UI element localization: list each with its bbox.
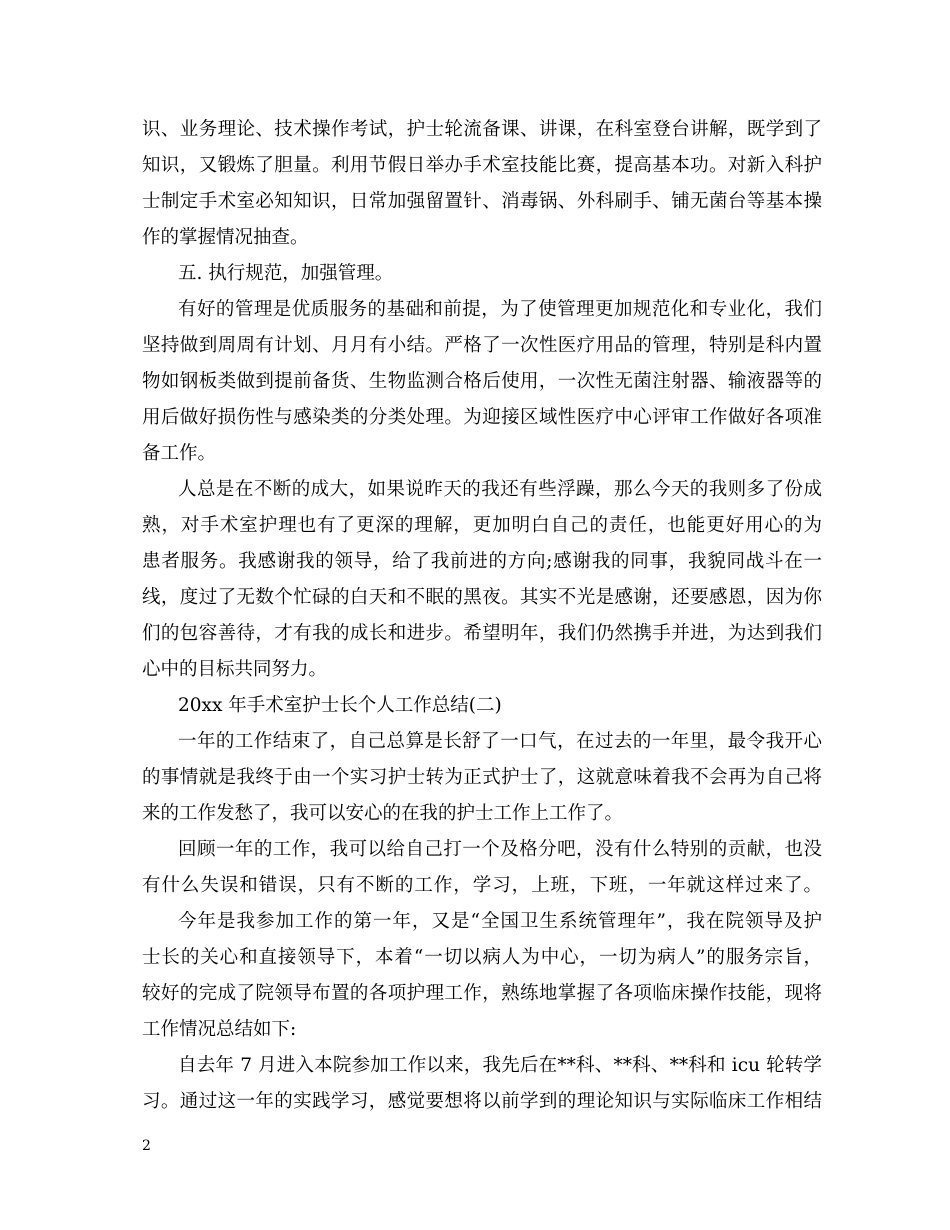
section-heading: 五. 执行规范，加强管理。	[178, 263, 394, 284]
document-subtitle: 20xx 年手术室护士长个人工作总结(二)	[178, 695, 502, 716]
text-line: 回顾一年的工作，我可以给自己打一个及格分吧，没有什么特别的贡献，也没	[178, 839, 822, 860]
text-line: 线，度过了无数个忙碌的白天和不眠的黑夜。其实不光是感谢，还要感恩，因为你	[142, 587, 822, 608]
text-line: 习。通过这一年的实践学习，感觉要想将以前学到的理论知识与实际临床工作相结	[142, 1091, 822, 1112]
text-line: 备工作。	[142, 443, 217, 464]
text-line: 人总是在不断的成大，如果说昨天的我还有些浮躁，那么今天的我则多了份成	[178, 479, 822, 500]
text-line: 自去年 7 月进入本院参加工作以来，我先后在**科、**科、**科和 icu 轮转学	[178, 1055, 822, 1076]
text-line: 工作情况总结如下:	[142, 1019, 297, 1040]
text-line: 士长的关心和直接领导下，本着“一切以病人为中心，一切为病人”的服务宗旨，	[142, 947, 822, 968]
text-line: 物如钢板类做到提前备货、生物监测合格后使用，一次性无菌注射器、输液器等的	[142, 371, 822, 392]
text-line: 患者服务。我感谢我的领导，给了我前进的方向;感谢我的同事，我貌同战斗在一	[142, 551, 822, 572]
text-line: 来的工作发愁了，我可以安心的在我的护士工作上工作了。	[142, 803, 624, 824]
text-line: 今年是我参加工作的第一年，又是“全国卫生系统管理年”，我在院领导及护	[178, 911, 822, 932]
text-line: 有好的管理是优质服务的基础和前提，为了使管理更加规范化和专业化，我们	[178, 299, 822, 320]
text-line: 一年的工作结束了，自己总算是长舒了一口气，在过去的一年里，最令我开心	[178, 731, 822, 752]
text-line: 们的包容善待，才有我的成长和进步。希望明年，我们仍然携手并进，为达到我们	[142, 623, 822, 644]
text-line: 较好的完成了院领导布置的各项护理工作，熟练地掌握了各项临床操作技能，现将	[142, 983, 822, 1004]
text-line: 熟，对手术室护理也有了更深的理解，更加明白自己的责任，也能更好用心的为	[142, 515, 822, 536]
text-line: 识、业务理论、技术操作考试，护士轮流备课、讲课，在科室登台讲解，既学到了	[142, 119, 822, 140]
text-line: 坚持做到周周有计划、月月有小结。严格了一次性医疗用品的管理，特别是科内置	[142, 335, 822, 356]
text-line: 士制定手术室必知知识，日常加强留置针、消毒锅、外科刷手、铺无菌台等基本操	[142, 191, 822, 212]
text-line: 作的掌握情况抽查。	[142, 227, 309, 248]
text-line: 知识，又锻炼了胆量。利用节假日举办手术室技能比赛，提高基本功。对新入科护	[142, 155, 822, 176]
text-line: 心中的目标共同努力。	[142, 659, 328, 680]
text-line: 有什么失误和错误，只有不断的工作，学习，上班，下班，一年就这样过来了。	[142, 875, 822, 896]
page-number: 2	[142, 1138, 151, 1154]
text-line: 用后做好损伤性与感染类的分类处理。为迎接区域性医疗中心评审工作做好各项准	[142, 407, 822, 428]
text-line: 的事情就是我终于由一个实习护士转为正式护士了，这就意味着我不会再为自己将	[142, 767, 822, 788]
